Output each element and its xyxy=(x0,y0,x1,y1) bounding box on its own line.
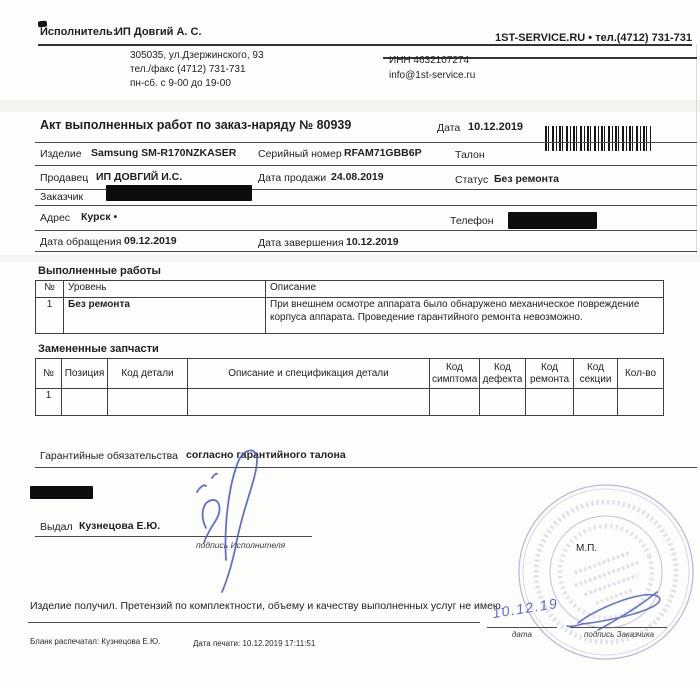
redaction-bar-customer xyxy=(106,185,252,201)
date-caption: дата xyxy=(512,630,532,639)
stamp-place-label: М.П. xyxy=(576,543,598,554)
parts-table-row xyxy=(36,389,664,416)
coupon-label: Талон xyxy=(455,149,485,161)
date-value: 10.12.2019 xyxy=(468,121,524,133)
customer-signature-ink xyxy=(567,592,660,630)
issued-label: Выдал xyxy=(40,521,73,533)
parts-section-title: Замененные запчасти xyxy=(38,343,159,355)
print-date-text: Дата печати: 10.12.2019 17:11:51 xyxy=(193,639,316,648)
completion-date-value: 10.12.2019 xyxy=(346,236,399,248)
works-col-num: № xyxy=(36,281,64,298)
executor-address: 305035, ул.Дзержинского, 93 xyxy=(130,50,264,61)
works-row-level: Без ремонта xyxy=(64,298,266,334)
customer-signature-caption: подпись Заказчика xyxy=(584,630,655,639)
executor-signature-caption: подпись Исполнителя xyxy=(196,540,286,550)
works-col-level: Уровень xyxy=(64,281,266,298)
handwritten-date-ink: 10.12.19 xyxy=(491,594,560,622)
request-date-value: 09.12.2019 xyxy=(124,235,177,247)
parts-row-empty-cell xyxy=(430,389,480,416)
parts-row-empty-cell xyxy=(62,389,108,416)
executor-phone: тел./факс (4712) 731-731 xyxy=(130,64,246,75)
parts-col-part-code: Код детали xyxy=(108,359,188,389)
claim-underline xyxy=(28,622,480,623)
works-row-num: 1 xyxy=(36,298,64,334)
customer-signature-line xyxy=(570,627,667,628)
works-table-row xyxy=(36,298,664,334)
scan-artifact-band xyxy=(0,100,700,112)
parts-row-empty-cell xyxy=(480,389,526,416)
parts-row-empty-cell xyxy=(188,389,430,416)
parts-col-position: Позиция xyxy=(62,359,108,389)
parts-row-num: 1 xyxy=(36,389,62,416)
works-row-description: При внешнем осмотре аппарата было обнаружено механическое повреждение корпуса аппарата. Проведение гарантийного ремонта невозможно. xyxy=(266,298,664,334)
status-value: Без ремонта xyxy=(494,173,560,185)
row-separator xyxy=(35,251,697,252)
seller-value: ИП ДОВГИЙ И.С. xyxy=(96,171,183,183)
parts-row-empty-cell xyxy=(574,389,618,416)
row-separator xyxy=(35,230,697,231)
warranty-value: согласно гарантийного талона xyxy=(186,449,346,461)
product-value: Samsung SM-R170NZKASER xyxy=(91,147,237,159)
redaction-bar-small xyxy=(30,486,93,499)
works-col-description: Описание xyxy=(266,281,664,298)
row-separator xyxy=(35,165,697,166)
serial-label: Серийный номер xyxy=(258,148,342,160)
executor-signature-ink xyxy=(197,450,257,592)
serial-value: RFAM71GBB6P xyxy=(344,147,422,159)
sale-date-value: 24.08.2019 xyxy=(331,171,384,183)
parts-col-defect-code: Код дефекта xyxy=(480,359,526,389)
works-table xyxy=(35,280,664,334)
issued-name: Кузнецова Е.Ю. xyxy=(79,520,161,532)
claim-text: Изделие получил. Претензий по комплектности, объему и качеству выполненных услуг не имею. xyxy=(30,600,504,612)
date-signature-line xyxy=(487,627,557,628)
printed-by-text: Бланк распечатал: Кузнецова Е.Ю. xyxy=(30,637,161,646)
parts-col-section-code: Код секции xyxy=(574,359,618,389)
address-value: Курск • xyxy=(81,211,118,223)
barcode xyxy=(545,126,651,151)
address-label: Адрес xyxy=(40,212,71,224)
redaction-bar-phone xyxy=(508,212,597,229)
scan-artifact-band xyxy=(0,255,700,262)
row-separator xyxy=(35,205,697,206)
parts-col-symptom-code: Код симптома xyxy=(430,359,480,389)
customer-label: Заказчик xyxy=(40,191,84,203)
executor-email: info@1st-service.ru xyxy=(389,70,476,81)
date-label: Дата xyxy=(437,122,461,134)
executor-signature-line xyxy=(35,536,312,537)
parts-table xyxy=(35,358,664,416)
executor-label: Исполнитель: xyxy=(40,26,117,38)
works-section-title: Выполненные работы xyxy=(38,265,161,277)
phone-label: Телефон xyxy=(450,215,494,227)
seller-label: Продавец xyxy=(40,172,89,184)
scan-edge-line xyxy=(696,44,697,254)
parts-col-qty: Кол-во xyxy=(618,359,664,389)
service-site-line: 1ST-SERVICE.RU • тел.(4712) 731-731 xyxy=(494,32,692,44)
header-separator-line xyxy=(38,44,692,46)
parts-col-repair-code: Код ремонта xyxy=(526,359,574,389)
sale-date-label: Дата продажи xyxy=(258,172,327,184)
parts-row-empty-cell xyxy=(618,389,664,416)
parts-col-description: Описание и спецификация детали xyxy=(188,359,430,389)
warranty-underline xyxy=(35,467,697,468)
warranty-label: Гарантийные обязательства xyxy=(40,450,178,462)
executor-name: ИП Довгий А. С. xyxy=(115,26,202,38)
parts-row-empty-cell xyxy=(108,389,188,416)
product-label: Изделие xyxy=(40,148,82,160)
executor-hours: пн-сб. с 9-00 до 19-00 xyxy=(130,78,231,89)
act-title: Акт выполненных работ по заказ-наряду № 80939 xyxy=(40,118,352,132)
round-stamp xyxy=(494,460,700,683)
completion-date-label: Дата завершения xyxy=(258,237,344,249)
row-separator xyxy=(35,142,697,143)
request-date-label: Дата обращения xyxy=(40,236,122,248)
parts-row-empty-cell xyxy=(526,389,574,416)
parts-col-num: № xyxy=(36,359,62,389)
executor-inn: ИНН 4632107274 xyxy=(389,55,470,66)
status-label: Статус xyxy=(455,174,489,186)
